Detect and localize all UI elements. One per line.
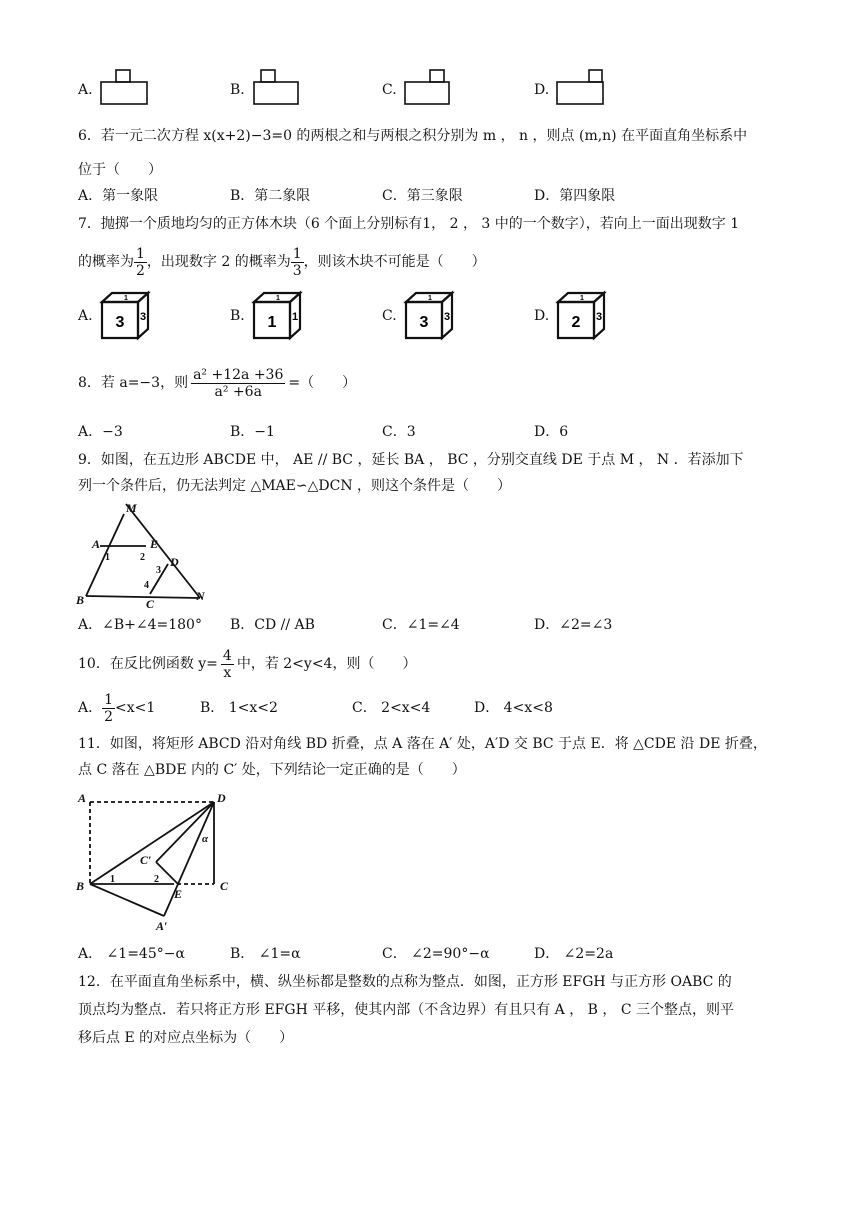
q9-figure <box>74 500 214 610</box>
q7-cube-d <box>554 290 614 340</box>
q9-label-n: N <box>196 589 205 603</box>
q6-option-d: D．第四象限 <box>534 188 616 204</box>
q6-stem-line1: 6．若一元二次方程 x(x+2)−3=0 的两根之和与两根之积分别为 m ， n ，则点 (m,n) 在平面直角坐标系中 <box>78 128 748 144</box>
q10-option-a-label: A． <box>78 700 103 716</box>
q5-option-c-label: C. <box>382 82 397 98</box>
q10-numerator: 4 <box>222 647 232 664</box>
q5-option-b-label: B. <box>230 82 245 98</box>
q11-option-d: D． ∠2=2a <box>534 946 614 962</box>
q7-option-c-label: C. <box>382 308 397 324</box>
q7-cube-a-side: 3 <box>139 311 147 323</box>
q9-label-b: B <box>76 593 85 607</box>
q7-text-a: 的概率为 <box>78 254 134 270</box>
q7-cube-a-top: 1 <box>124 295 128 302</box>
q7-cube-b-front: 1 <box>267 314 277 331</box>
q8-option-b: B．−1 <box>230 424 275 440</box>
q10-option-a <box>78 688 155 728</box>
q9-stem-line1: 9．如图，在五边形 ABCDE 中， AE // BC ，延长 BA ， BC ，分别交直线 DE 于点 M ， N ．若添加下 <box>78 452 744 468</box>
q10-option-a-rest: <x<1 <box>115 700 156 716</box>
q7-option-d-label: D. <box>534 308 550 324</box>
q6-stem-line2: 位于（ ） <box>78 162 162 178</box>
q8-numerator: a² +12a +36 <box>193 366 284 383</box>
q9-option-a: A．∠B+∠4=180° <box>78 617 202 633</box>
q7-cube-c <box>402 290 462 340</box>
q12-stem-line2: 顶点均为整点．若只将正方形 EFGH 平移，使其内部（不含边界）有且只有 A ， B ， C 三个整点，则平 <box>78 1002 735 1018</box>
q11-label-c-prime: C′ <box>140 853 152 867</box>
q7-text-b: ，出现数字 2 的概率为 <box>146 254 291 270</box>
q9-option-c: C．∠1=∠4 <box>382 617 460 633</box>
q7-frac1-num: 1 <box>136 245 145 262</box>
q9-lines <box>86 504 200 598</box>
q6-option-a: A．第一象限 <box>78 188 159 204</box>
q7-cube-a <box>98 290 158 340</box>
q5-option-d-label: D. <box>534 82 550 98</box>
q11-label-1: 1 <box>110 874 115 885</box>
q9-option-d: D．∠2=∠3 <box>534 617 613 633</box>
q10-option-a-fraction <box>102 692 115 725</box>
q8-option-c: C．3 <box>382 424 416 440</box>
q11-label-alpha: α <box>202 833 209 845</box>
q5-option-d-figure <box>556 68 616 106</box>
q7-option-b-label: B. <box>230 308 245 324</box>
q8-stem <box>78 360 356 406</box>
q7-frac2-num: 1 <box>292 245 302 262</box>
q7-fraction-1 <box>134 246 147 279</box>
q12-stem-line3: 移后点 E 的对应点坐标为（ ） <box>78 1030 294 1046</box>
q7-cube-d-side: 3 <box>595 311 603 323</box>
q10-option-b: B． 1<x<2 <box>200 700 278 716</box>
q7-cube-b <box>250 290 310 340</box>
q9-stem-line2: 列一个条件后，仍无法判定 △MAE∽△DCN ，则这个条件是（ ） <box>78 478 512 494</box>
q9-label-2: 2 <box>140 552 145 563</box>
q7-cube-d-top: 1 <box>580 295 584 302</box>
q7-cube-c-side: 3 <box>443 311 451 323</box>
q7-cube-d-front: 2 <box>571 314 581 331</box>
q7-cube-a-front: 3 <box>115 314 125 331</box>
q5-option-a-figure <box>100 68 160 106</box>
q8-option-a: A．−3 <box>78 424 123 440</box>
q10-option-d: D． 4<x<8 <box>474 700 553 716</box>
q8-prefix: 8．若 a=−3，则 <box>78 375 189 391</box>
q9-label-c: C <box>146 597 155 611</box>
q11-option-b: B． ∠1=α <box>230 946 301 962</box>
q7-stem-line1: 7．抛掷一个质地均匀的正方体木块（6 个面上分别标有1， 2 ， 3 中的一个数字），若向上一面出现数字 1 <box>78 216 740 232</box>
q11-label-d: D <box>217 791 226 805</box>
q11-option-c: C． ∠2=90°−α <box>382 946 490 962</box>
q7-cube-b-side: 1 <box>291 311 299 323</box>
q7-cube-c-front: 3 <box>419 314 429 331</box>
q7-fraction-2 <box>291 246 304 279</box>
q8-fraction <box>191 367 285 400</box>
q9-option-b: B．CD // AB <box>230 617 315 633</box>
q10-prefix: 10．在反比例函数 y= <box>78 656 218 672</box>
q7-stem-line2 <box>78 240 486 284</box>
q10-stem <box>78 642 416 686</box>
q7-option-a-label: A. <box>78 308 93 324</box>
q10-fraction <box>221 648 234 681</box>
q6-option-b: B．第二象限 <box>230 188 311 204</box>
q11-label-a-prime: A′ <box>156 919 168 933</box>
q10-option-a-num: 1 <box>104 691 114 708</box>
q10-option-c: C． 2<x<4 <box>352 700 431 716</box>
q9-label-4: 4 <box>144 580 149 591</box>
q9-label-d: D <box>170 555 179 569</box>
q5-option-a-label: A. <box>78 82 93 98</box>
q7-cube-c-top: 1 <box>428 295 432 302</box>
q11-stem-line1: 11．如图，将矩形 ABCD 沿对角线 BD 折叠，点 A 落在 A′ 处，A′D 交 BC 于点 E．将 △CDE 沿 DE 折叠， <box>78 736 767 752</box>
q7-text-c: ，则该木块不可能是（ ） <box>303 254 486 270</box>
q8-option-d: D．6 <box>534 424 569 440</box>
q9-label-1: 1 <box>105 552 110 563</box>
q9-label-e: E <box>150 537 159 551</box>
q11-figure <box>74 790 244 936</box>
q7-frac2-den: 3 <box>292 262 302 279</box>
q10-denominator: x <box>223 664 232 681</box>
q11-label-b: B <box>76 879 85 893</box>
q5-option-b-figure <box>253 68 313 106</box>
q11-label-2: 2 <box>154 874 159 885</box>
q8-denominator: a² +6a <box>214 383 262 400</box>
q11-label-c: C <box>220 879 229 893</box>
q11-solid-lines <box>90 802 214 916</box>
q7-frac1-den: 2 <box>136 262 145 279</box>
q11-option-a: A． ∠1=45°−α <box>78 946 185 962</box>
q12-stem-line1: 12．在平面直角坐标系中，横、纵坐标都是整数的点称为整点．如图，正方形 EFGH 与正方形 OABC 的 <box>78 974 732 990</box>
q9-label-a: A <box>92 537 101 551</box>
q9-label-m: M <box>126 501 137 515</box>
q11-label-a: A <box>78 791 87 805</box>
q10-suffix: 中，若 2<y<4，则（ ） <box>236 656 417 672</box>
q9-label-3: 3 <box>156 565 161 576</box>
q5-option-c-figure <box>404 68 464 106</box>
q11-stem-line2: 点 C 落在 △BDE 内的 C′ 处，下列结论一定正确的是（ ） <box>78 762 466 778</box>
q8-suffix: =（ ） <box>288 375 357 391</box>
q6-option-c: C．第三象限 <box>382 188 463 204</box>
q11-label-e: E <box>174 887 183 901</box>
q10-option-a-den: 2 <box>104 708 114 725</box>
q7-cube-b-top: 1 <box>276 295 280 302</box>
